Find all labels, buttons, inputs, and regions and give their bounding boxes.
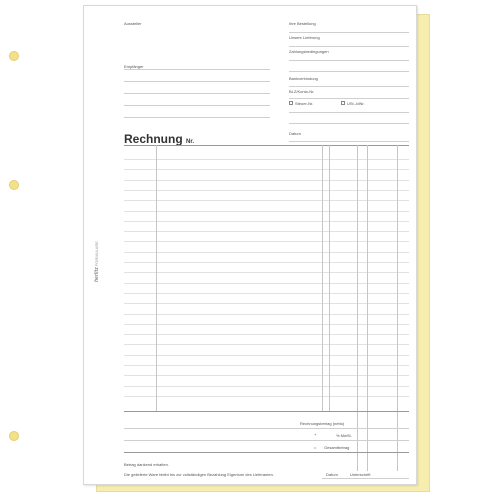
steuer-line-2[interactable] — [289, 123, 409, 124]
brand-product: FORMULARE — [94, 241, 99, 267]
steuer-nr-checkbox[interactable] — [289, 101, 293, 105]
empfaenger-field-line-2[interactable] — [124, 81, 270, 82]
label-steuer-nr: Steuer-Nr. — [295, 101, 314, 106]
gesamt-line[interactable] — [124, 452, 409, 453]
column-divider-3 — [329, 145, 330, 411]
blz-konto-line[interactable] — [289, 98, 409, 99]
zahlungsbedingungen-line-1[interactable] — [289, 60, 409, 61]
label-blz-konto: BLZ/Konto-Nr. — [289, 89, 315, 94]
invoice-form-sheet — [83, 5, 417, 485]
bankverbindung-line[interactable] — [289, 86, 409, 87]
label-zahlungsbedingungen: Zahlungsbedingungen — [289, 49, 329, 54]
punch-hole-top — [9, 51, 19, 61]
brand-mark — [94, 241, 100, 282]
steuer-line[interactable] — [289, 112, 409, 113]
column-divider-6 — [397, 145, 398, 471]
footer-unterschrift: Unterschrift — [350, 472, 371, 477]
label-gesamt-equals: = — [314, 445, 317, 450]
punch-hole-bottom — [9, 431, 19, 441]
datum-line[interactable] — [289, 141, 409, 142]
label-rechnungsbetrag-netto: Rechnungsbetrag (netto) — [300, 421, 345, 426]
signature-line[interactable] — [322, 478, 409, 479]
ihre-bestellung-line[interactable] — [289, 32, 409, 33]
title-main: Rechnung — [124, 132, 183, 146]
column-divider-4 — [357, 145, 358, 471]
label-empfaenger: Empfänger — [124, 64, 144, 69]
empfaenger-field-line-1[interactable] — [124, 69, 270, 70]
column-divider-1 — [156, 145, 157, 411]
netto-line[interactable] — [124, 428, 409, 429]
label-ust-idnr: USt.-IdNr. — [347, 101, 365, 106]
punch-hole-middle — [9, 180, 19, 190]
footer-eigentumsvorbehalt: Die gelieferte Ware bleibt bis zur vollständigen Bezahlung Eigentum des Lieferanten. — [124, 472, 274, 477]
footer-datum: Datum — [326, 472, 338, 477]
footer-betrag-erhalten: Betrag dankend erhalten. — [124, 462, 169, 467]
mwst-line[interactable] — [124, 440, 409, 441]
unsere-lieferung-line[interactable] — [289, 46, 409, 47]
label-mwst: % MwSt. — [336, 433, 352, 438]
label-bankverbindung: Bankverbindung — [289, 76, 318, 81]
label-ihre-bestellung: Ihre Bestellung — [289, 21, 316, 26]
herlitz-logo: herlitz — [94, 267, 100, 282]
label-datum: Datum — [289, 131, 301, 136]
ust-idnr-checkbox[interactable] — [341, 101, 345, 105]
table-bottom-border — [124, 411, 409, 412]
empfaenger-field-line-4[interactable] — [124, 105, 270, 106]
label-gesamtbetrag: Gesamtbetrag — [324, 445, 350, 450]
zahlungsbedingungen-line-2[interactable] — [289, 71, 409, 72]
column-divider-5 — [367, 145, 368, 471]
column-divider-2 — [322, 145, 323, 411]
label-unsere-lieferung: Unsere Lieferung — [289, 35, 320, 40]
page-title — [124, 132, 194, 146]
empfaenger-field-line-3[interactable] — [124, 93, 270, 94]
title-number-label: Nr. — [186, 139, 195, 145]
label-mwst-plus: + — [314, 432, 317, 437]
empfaenger-field-line-5[interactable] — [124, 117, 270, 118]
label-aussteller: Aussteller — [124, 21, 142, 26]
